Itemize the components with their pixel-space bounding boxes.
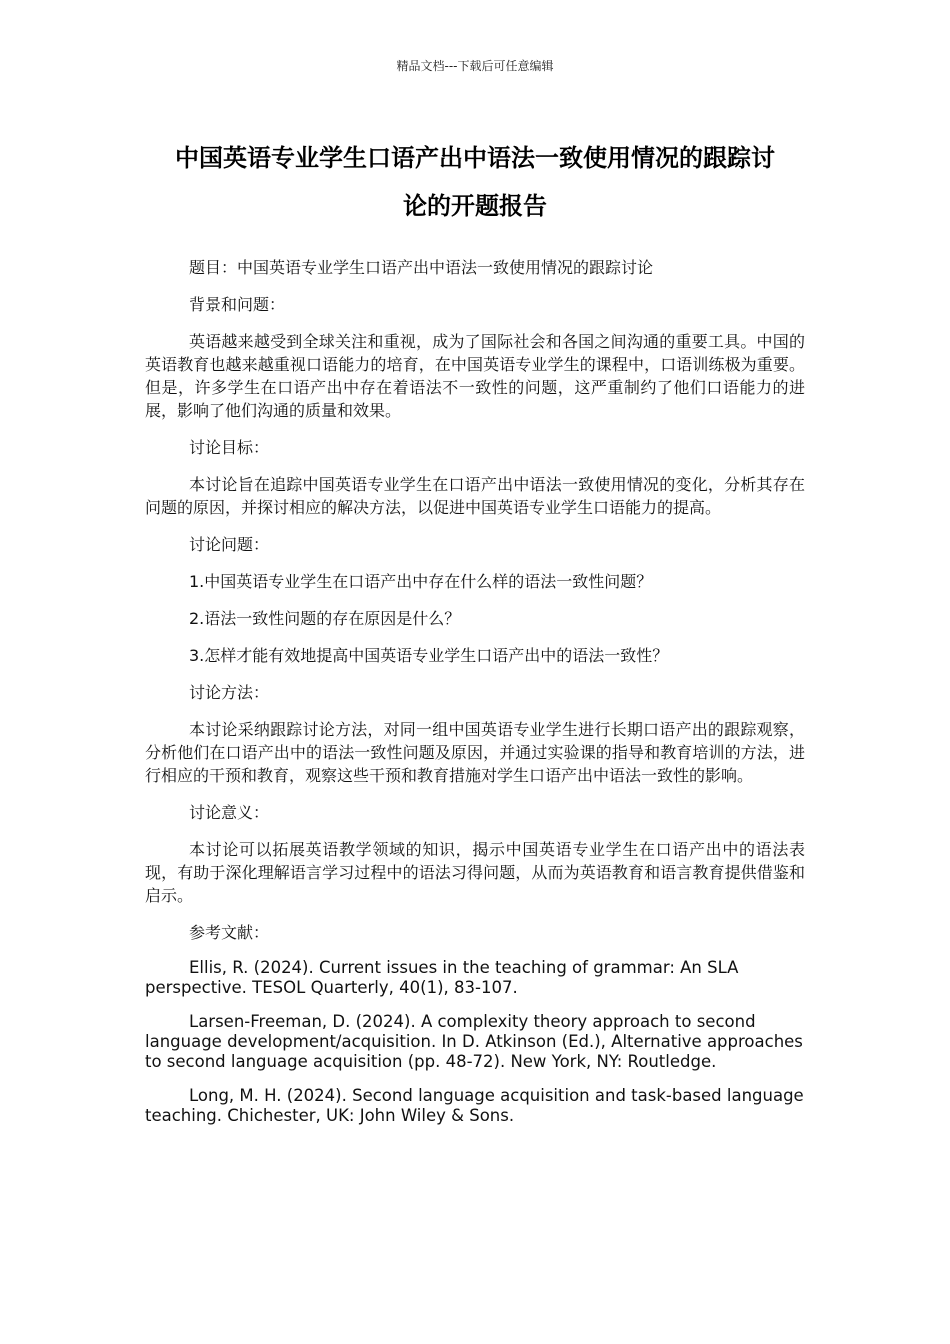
document-title (145, 134, 805, 230)
reference-item-3: Long, M. H. (2024). Second language acquisition and task-based language teaching. Chichester, UK: John Wiley & Sons. (145, 1086, 804, 1125)
reference-item-1: Ellis, R. (2024). Current issues in the teaching of grammar: An SLA perspective. TESOL Quarterly, 40(1), 83-107. (145, 958, 739, 997)
reference-item-2: Larsen-Freeman, D. (2024). A complexity theory approach to second language development/acquisition. In D. Atkinson (Ed.), Alternative approaches to second language acquisition (pp. 48-72). New York, NY: Routledge. (145, 1012, 803, 1071)
significance-paragraph: 本讨论可以拓展英语教学领域的知识，揭示中国英语专业学生在口语产出中的语法表现，有助于深化理解语言学习过程中的语法习得问题，从而为英语教育和语言教育提供借鉴和启示。 (145, 840, 805, 905)
question-item-1: 1.中国英语专业学生在口语产出中存在什么样的语法一致性问题？ (189, 572, 653, 591)
objective-heading: 讨论目标： (189, 438, 270, 457)
document-title-line-2: 论的开题报告 (403, 192, 547, 220)
background-heading: 背景和问题： (189, 295, 286, 314)
document-title-line-1: 中国英语专业学生口语产出中语法一致使用情况的跟踪讨 (175, 144, 775, 172)
significance-heading: 讨论意义： (189, 803, 270, 822)
topic-line: 题目：中国英语专业学生口语产出中语法一致使用情况的跟踪讨论 (189, 258, 654, 277)
questions-heading: 讨论问题： (189, 535, 270, 554)
question-item-3: 3.怎样才能有效地提高中国英语专业学生口语产出中的语法一致性？ (189, 646, 669, 665)
objective-paragraph: 本讨论旨在追踪中国英语专业学生在口语产出中语法一致使用情况的变化，分析其存在问题的原因，并探讨相应的解决方法，以促进中国英语专业学生口语能力的提高。 (145, 475, 805, 517)
page-header-watermark: 精品文档---下载后可任意编辑 (396, 59, 554, 73)
question-item-2: 2.语法一致性问题的存在原因是什么？ (189, 609, 461, 628)
method-heading: 讨论方法： (189, 683, 270, 702)
references-heading: 参考文献： (189, 923, 270, 942)
document-body (145, 256, 805, 1140)
method-paragraph: 本讨论采纳跟踪讨论方法，对同一组中国英语专业学生进行长期口语产出的跟踪观察，分析他们在口语产出中的语法一致性问题及原因，并通过实验课的指导和教育培训的方法，进行相应的干预和教育，观察这些干预和教育措施对学生口语产出中语法一致性的影响。 (145, 720, 805, 785)
background-paragraph: 英语越来越受到全球关注和重视，成为了国际社会和各国之间沟通的重要工具。中国的英语教育也越来越重视口语能力的培育，在中国英语专业学生的课程中，口语训练极为重要。但是，许多学生在口语产出中存在着语法不一致性的问题，这严重制约了他们口语能力的进展，影响了他们沟通的质量和效果。 (145, 332, 805, 420)
